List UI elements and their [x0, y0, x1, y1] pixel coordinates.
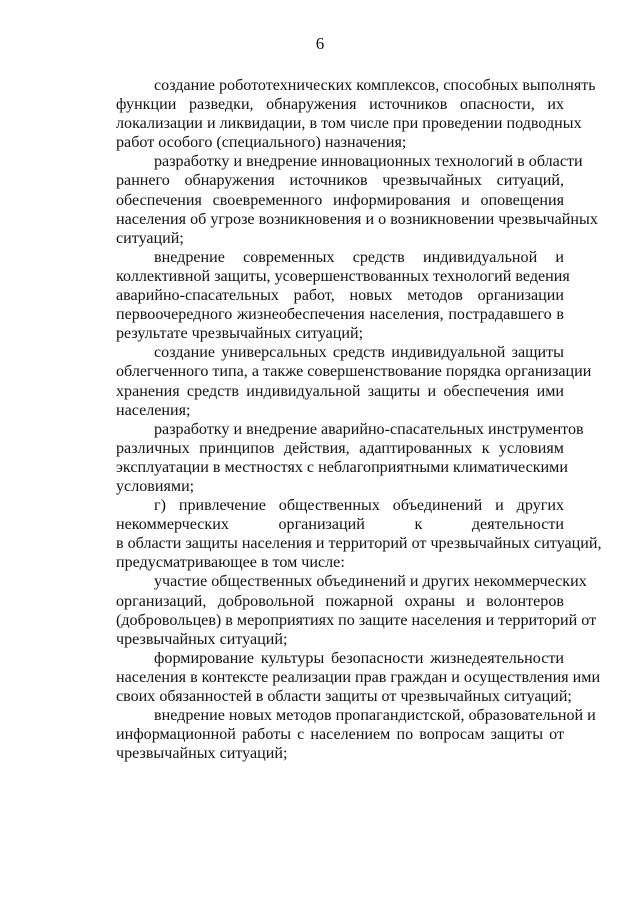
- page-number: 6: [315, 34, 325, 53]
- text-line: хранения средств индивидуальной защиты и обеспечения ими: [116, 382, 564, 400]
- text-line: некоммерческих организаций к деятельности: [116, 516, 564, 534]
- text-line: своих обязанностей в области защиты от чрезвычайных ситуаций;: [116, 688, 572, 705]
- text-line: чрезвычайных ситуаций;: [116, 745, 288, 763]
- paragraph: [78, 248, 570, 343]
- text-line: создание универсальных средств индивидуальной защиты: [154, 344, 564, 362]
- text-line: работ особого (специального) назначения;: [116, 134, 407, 152]
- text-line: предусматривающее в том числе:: [116, 554, 345, 572]
- text-line: населения;: [116, 401, 191, 419]
- text-line: ситуаций;: [116, 229, 184, 247]
- paragraph: [78, 152, 598, 247]
- text-line: результате чрезвычайных ситуаций;: [116, 325, 364, 343]
- text-line: внедрение современных средств индивидуальной и: [154, 248, 564, 266]
- text-line: функции разведки, обнаружения источников опасности, их: [116, 96, 564, 114]
- text-line: (добровольцев) в мероприятиях по защите населения и территорий от: [116, 611, 597, 629]
- text-line: населения об угрозе возникновения и о возникновении чрезвычайных: [116, 210, 598, 228]
- paragraph: [78, 706, 596, 763]
- text-line: разработку и внедрение инновационных технологий в области: [154, 153, 583, 171]
- text-line: коллективной защиты, усовершенствованных технологий ведения: [116, 267, 570, 285]
- paragraph: [78, 572, 597, 648]
- text-line: первоочередного жизнеобеспечения населения, пострадавшего в: [116, 306, 564, 324]
- text-line: разработку и внедрение аварийно-спасательных инструментов: [154, 420, 584, 438]
- text-line: населения в контексте реализации прав граждан и осуществления ими: [116, 668, 601, 686]
- text-line: формирование культуры безопасности жизнедеятельности: [154, 649, 564, 667]
- text-line: облегченного типа, а также совершенствование порядка организации: [116, 363, 592, 381]
- paragraph: [78, 496, 602, 572]
- text-line: обеспечения своевременного информирования и оповещения: [116, 191, 564, 209]
- document-body: [78, 76, 602, 763]
- text-line: организаций, добровольной пожарной охраны и волонтеров: [116, 592, 564, 610]
- text-line: эксплуатации в местностях с неблагоприятными климатическими: [116, 458, 568, 476]
- text-line: информационной работы с населением по вопросам защиты от: [116, 726, 564, 744]
- paragraph: [78, 649, 601, 706]
- text-line: чрезвычайных ситуаций;: [116, 630, 288, 648]
- paragraph: [78, 76, 596, 152]
- text-line: участие общественных объединений и других некоммерческих: [154, 573, 587, 591]
- text-line: условиями;: [116, 477, 195, 495]
- text-line: раннего обнаружения источников чрезвычайных ситуаций,: [116, 172, 564, 190]
- text-line: аварийно-спасательных работ, новых методов организации: [116, 287, 564, 305]
- text-line: г) привлечение общественных объединений и других: [154, 497, 564, 515]
- text-line: внедрение новых методов пропагандистской, образовательной и: [154, 707, 596, 725]
- paragraph: [78, 343, 592, 419]
- text-line: создание робототехнических комплексов, способных выполнять: [154, 77, 596, 94]
- text-line: различных принципов действия, адаптированных к условиям: [116, 439, 564, 457]
- paragraph: [78, 420, 584, 496]
- text-line: локализации и ликвидации, в том числе при проведении подводных: [116, 115, 582, 133]
- text-line: в области защиты населения и территорий от чрезвычайных ситуаций,: [116, 535, 602, 553]
